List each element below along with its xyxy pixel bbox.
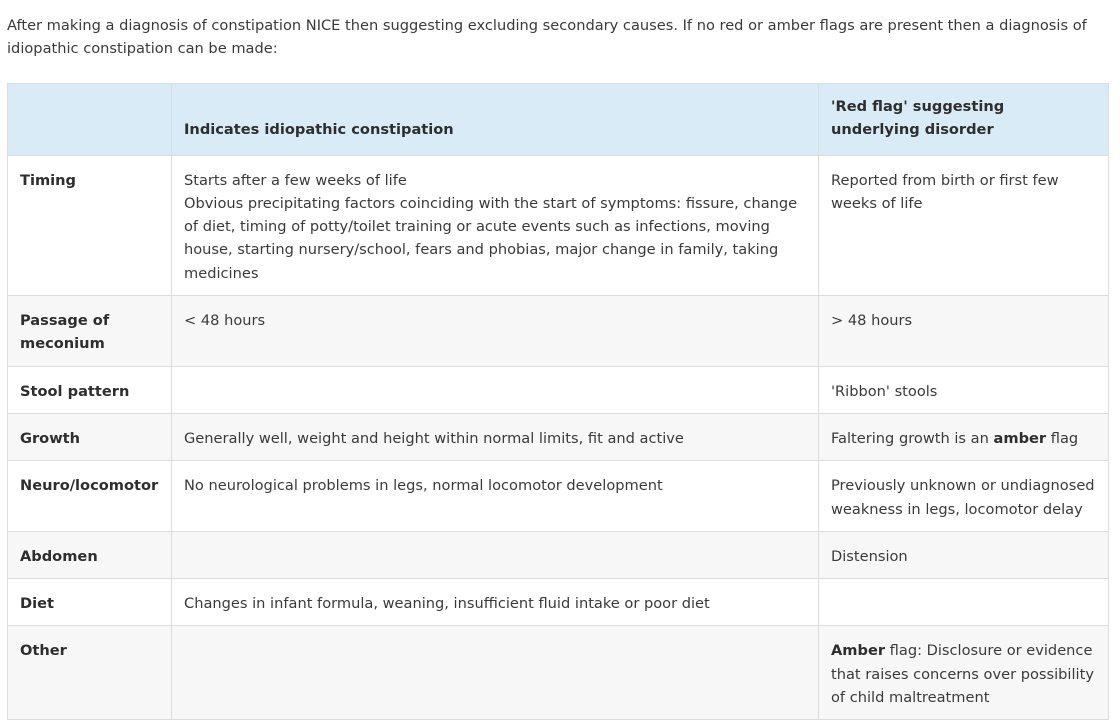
- table-row: [8, 461, 1109, 532]
- constipation-flags-table: [7, 83, 1109, 720]
- header-corner-cell: [8, 84, 172, 156]
- row-label: Other: [8, 626, 172, 720]
- table-row: [8, 531, 1109, 578]
- idiopathic-cell: < 48 hours: [172, 296, 819, 367]
- idiopathic-cell: No neurological problems in legs, normal locomotor development: [172, 461, 819, 532]
- idiopathic-cell: Changes in infant formula, weaning, insufficient fluid intake or poor diet: [172, 579, 819, 626]
- red-flag-cell: 'Ribbon' stools: [819, 366, 1109, 413]
- red-flag-cell: Distension: [819, 531, 1109, 578]
- red-flag-text: flag: Disclosure or evidence that raises concerns over possibility of child maltreatment: [831, 642, 1094, 707]
- row-label: Diet: [8, 579, 172, 626]
- header-idiopathic: Indicates idiopathic constipation: [172, 84, 819, 156]
- idiopathic-cell: Generally well, weight and height within normal limits, fit and active: [172, 413, 819, 460]
- red-flag-text: flag: [1046, 429, 1079, 447]
- idiopathic-cell: [172, 531, 819, 578]
- row-label: Neuro/locomotor: [8, 461, 172, 532]
- red-flag-text: Faltering growth is an: [831, 429, 994, 447]
- red-flag-cell: [819, 626, 1109, 720]
- intro-paragraph: After making a diagnosis of constipation NICE then suggesting excluding secondary causes. If no red or amber flags are present then a diagnosis of idiopathic constipation can be made:: [7, 17, 1087, 58]
- table-row: [8, 296, 1109, 367]
- idiopathic-cell: [172, 155, 819, 295]
- red-flag-cell: > 48 hours: [819, 296, 1109, 367]
- idiopathic-cell: [172, 626, 819, 720]
- table-row: [8, 579, 1109, 626]
- table-row: [8, 155, 1109, 295]
- amber-emphasis: amber: [993, 429, 1047, 447]
- idiopathic-cell: [172, 366, 819, 413]
- table-row: [8, 366, 1109, 413]
- idiopathic-line: Obvious precipitating factors coinciding with the start of symptoms: fissure, change of diet, timing of potty/toilet training or acute events such as infections, moving house, starting nursery/school, fears and phobias, major change in family, taking medicines: [184, 194, 798, 282]
- idiopathic-line: Starts after a few weeks of life: [184, 171, 407, 189]
- row-label: Timing: [8, 155, 172, 295]
- row-label: Growth: [8, 413, 172, 460]
- row-label: Passage of meconium: [8, 296, 172, 367]
- header-row: [8, 84, 1109, 156]
- red-flag-cell: Reported from birth or first few weeks of life: [819, 155, 1109, 295]
- table-row: [8, 413, 1109, 460]
- red-flag-cell: Previously unknown or undiagnosed weakness in legs, locomotor delay: [819, 461, 1109, 532]
- row-label: Stool pattern: [8, 366, 172, 413]
- red-flag-cell: [819, 579, 1109, 626]
- header-red-flag: 'Red flag' suggesting underlying disorder: [819, 84, 1109, 156]
- red-flag-cell: [819, 413, 1109, 460]
- row-label: Abdomen: [8, 531, 172, 578]
- amber-emphasis: Amber: [831, 642, 886, 660]
- table-row: [8, 626, 1109, 720]
